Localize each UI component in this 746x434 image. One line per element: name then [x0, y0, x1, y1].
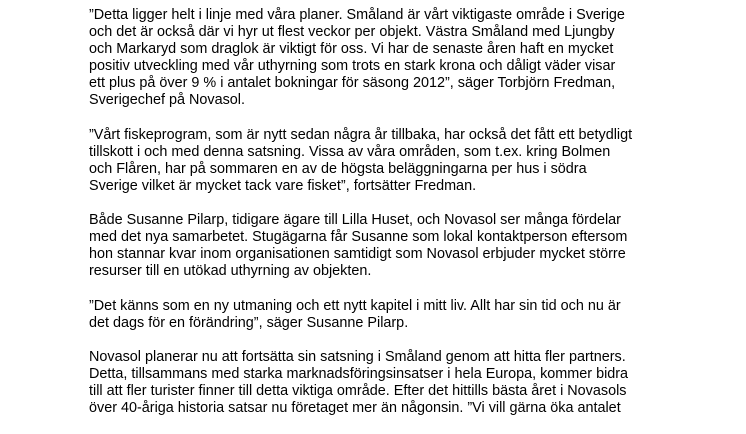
text-line: ”Detta ligger helt i linje med våra planer. Småland är vårt viktigaste område i Sverige: [89, 7, 625, 23]
document-page: [89, 7, 689, 434]
text-line: till att fler turister finner till detta viktiga område. Efter det hittills bästa året i Novasols: [89, 383, 627, 400]
text-line: ”Det känns som en ny utmaning och ett nytt kapitel i mitt liv. Allt har sin tid och nu är: [89, 297, 621, 314]
text-line: över 40-åriga historia satsar nu företaget mer än någonsin. ”Vi vill gärna öka antalet: [89, 400, 621, 417]
paragraph-future-plans: [89, 349, 689, 417]
text-line: hon stannar kvar inom organisationen samtidigt som Novasol erbjuder mycket större: [89, 246, 626, 263]
text-line: ”Vårt fiskeprogram, som är nytt sedan några år tillbaka, har också det fått ett betydligt: [89, 126, 633, 143]
text-line: Sverigechef på Novasol.: [89, 92, 245, 109]
paragraph-fredman-quote: [89, 7, 689, 110]
text-line: Detta, tillsammans med starka marknadsföringsinsatser i hela Europa, kommer bidra: [89, 365, 629, 382]
text-line: och det är också där vi hyr ut flest veckor per objekt. Västra Småland med Ljungby: [89, 24, 615, 41]
text-line: Både Susanne Pilarp, tidigare ägare till Lilla Huset, och Novasol ser många fördelar: [89, 212, 621, 229]
text-line: och Flåren, har på sommaren en av de högsta beläggningarna per hus i södra: [89, 160, 587, 177]
paragraph-fishing-program: [89, 127, 689, 195]
text-line: Sverige vilket är mycket tack vare fisket”, fortsätter Fredman.: [89, 177, 477, 194]
text-line: positiv utveckling med vår uthyrning som trots en stark krona och dåligt väder visar: [89, 58, 616, 75]
text-line: med det nya samarbetet. Stugägarna får Susanne som lokal kontaktperson eftersom: [89, 229, 628, 246]
paragraph-pilarp-quote: [89, 298, 689, 332]
text-line: och Markaryd som draglok är viktigt för oss. Vi har de senaste åren haft en mycket: [89, 41, 614, 58]
text-line: tillskott i och med denna satsning. Vissa av våra områden, som t.ex. kring Bolmen: [89, 143, 611, 160]
text-line: ett plus på över 9 % i antalet bokningar för säsong 2012”, säger Torbjörn Fredman,: [89, 75, 616, 92]
text-line: det dags för en förändring”, säger Susanne Pilarp.: [89, 314, 409, 331]
paragraph-collaboration: [89, 212, 689, 280]
text-line: resurser till en utökad uthyrning av objekten.: [89, 263, 372, 280]
text-line: Novasol planerar nu att fortsätta sin satsning i Småland genom att hitta fler partners.: [89, 348, 626, 365]
